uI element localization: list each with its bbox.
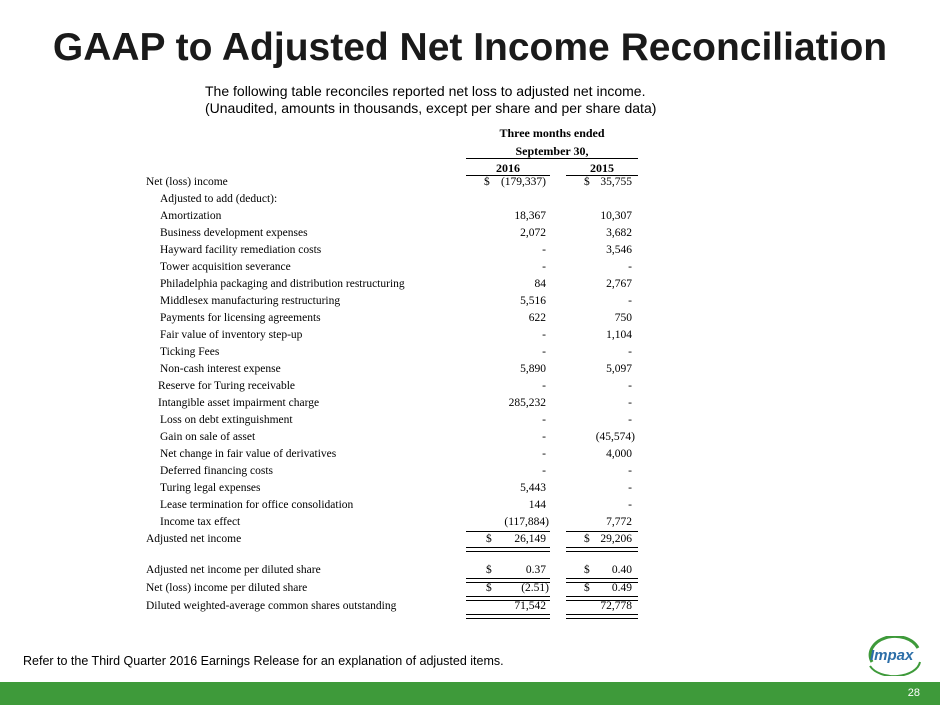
dollar-sign-2015: $ xyxy=(584,564,590,576)
row-label: Turing legal expenses xyxy=(160,482,261,494)
table-row xyxy=(0,482,940,499)
footer-note: Refer to the Third Quarter 2016 Earnings Release for an explanation of adjusted items. xyxy=(23,654,504,668)
value-2015: 750 xyxy=(614,312,632,324)
value-2016: 285,232 xyxy=(508,397,546,409)
value-2016: - xyxy=(542,380,546,392)
header-rule xyxy=(466,158,638,159)
table-row xyxy=(0,295,940,312)
value-2016: 622 xyxy=(528,312,546,324)
logo-text: Impax xyxy=(870,647,914,664)
table-row xyxy=(0,261,940,278)
value-2015: - xyxy=(628,397,632,409)
row-label: Reserve for Turing receivable xyxy=(158,380,296,392)
value-2016: (2.51) xyxy=(521,582,549,594)
slide-title: GAAP to Adjusted Net Income Reconciliation xyxy=(52,26,888,69)
row-label: Middlesex manufacturing restructuring xyxy=(160,295,341,307)
subtotal-rule-2016 xyxy=(466,531,550,532)
page-number: 28 xyxy=(907,687,920,699)
table-row xyxy=(0,210,940,227)
total-double-rule-2016 xyxy=(466,547,550,552)
value-2016: - xyxy=(542,448,546,460)
row-label: Net (loss) income xyxy=(146,176,228,188)
impax-logo xyxy=(862,636,926,676)
value-2016: - xyxy=(542,261,546,273)
footer-bar xyxy=(0,682,940,705)
value-2016: 18,367 xyxy=(514,210,546,222)
row-label: Tower acquisition severance xyxy=(160,261,291,273)
value-2016: - xyxy=(542,465,546,477)
value-2015: 4,000 xyxy=(606,448,632,460)
dollar-sign-2016: $ xyxy=(486,582,492,594)
row-label: Diluted weighted-average common shares outstanding xyxy=(146,600,397,612)
dollar-sign-2015: $ xyxy=(584,582,590,594)
row-label: Payments for licensing agreements xyxy=(160,312,321,324)
value-2015: - xyxy=(628,261,632,273)
row-label: Business development expenses xyxy=(160,227,308,239)
value-2015: - xyxy=(628,465,632,477)
total-double-rule-2015 xyxy=(566,547,638,552)
row-label: Philadelphia packaging and distribution restructuring xyxy=(160,278,405,290)
value-2015: - xyxy=(628,380,632,392)
value-2015: 72,778 xyxy=(600,600,632,612)
row-label: Non-cash interest expense xyxy=(160,363,281,375)
value-2015: - xyxy=(628,295,632,307)
value-2016: 0.37 xyxy=(525,564,546,576)
column-header-2016: 2016 xyxy=(496,161,520,175)
row-label: Gain on sale of asset xyxy=(160,431,256,443)
table-row xyxy=(0,499,940,516)
value-2016: - xyxy=(542,244,546,256)
row-label: Lease termination for office consolidation xyxy=(160,499,354,511)
table-row xyxy=(0,346,940,363)
value-2015: - xyxy=(628,482,632,494)
row-label: Hayward facility remediation costs xyxy=(160,244,322,256)
table-row xyxy=(0,465,940,482)
value-2016: 2,072 xyxy=(520,227,546,239)
value-2015: 2,767 xyxy=(606,278,632,290)
value-2016: 5,516 xyxy=(520,295,546,307)
value-2015: - xyxy=(628,499,632,511)
value-2016: - xyxy=(542,414,546,426)
row-label: Fair value of inventory step-up xyxy=(160,329,303,341)
value-2015: 0.49 xyxy=(611,582,632,594)
value-2016: 5,890 xyxy=(520,363,546,375)
subtitle-line-2: (Unaudited, amounts in thousands, except per share and per share data) xyxy=(205,100,657,116)
period-header-1: Three months ended xyxy=(499,126,605,140)
row-label: Ticking Fees xyxy=(160,346,220,358)
column-header-2015: 2015 xyxy=(590,161,614,175)
row-label: Deferred financing costs xyxy=(160,465,274,477)
row-label: Income tax effect xyxy=(160,516,241,528)
table-row xyxy=(0,380,940,397)
table-row xyxy=(0,363,940,380)
subtitle-line-1: The following table reconciles reported net loss to adjusted net income. xyxy=(205,83,646,99)
value-2015: 35,755 xyxy=(600,176,632,188)
row-label: Loss on debt extinguishment xyxy=(160,414,293,426)
table-row xyxy=(0,193,940,210)
dollar-sign-2016: $ xyxy=(486,533,492,545)
table-row xyxy=(0,329,940,346)
value-2015: 1,104 xyxy=(606,329,632,341)
table-row xyxy=(0,414,940,431)
table-row xyxy=(0,397,940,414)
value-2016: - xyxy=(542,431,546,443)
value-2016: - xyxy=(542,346,546,358)
value-2016: 5,443 xyxy=(520,482,546,494)
value-2015: - xyxy=(628,346,632,358)
value-2016: (117,884) xyxy=(504,516,549,528)
dollar-sign-2015: $ xyxy=(584,176,590,188)
table-row xyxy=(0,227,940,244)
table-row xyxy=(0,448,940,465)
value-2015: (45,574) xyxy=(595,431,635,443)
value-2015: - xyxy=(628,414,632,426)
table-row xyxy=(0,431,940,448)
dollar-sign-2015: $ xyxy=(584,533,590,545)
value-2015: 7,772 xyxy=(606,516,632,528)
dollar-sign-2016: $ xyxy=(484,176,490,188)
row-label: Adjusted net income xyxy=(146,533,242,545)
value-2015: 5,097 xyxy=(606,363,632,375)
value-2016: 144 xyxy=(528,499,546,511)
value-2015: 29,206 xyxy=(600,533,632,545)
value-2015: 3,682 xyxy=(606,227,632,239)
value-2015: 0.40 xyxy=(611,564,632,576)
row-label: Amortization xyxy=(160,210,222,222)
period-header-2: September 30, xyxy=(515,144,589,158)
value-2015: 3,546 xyxy=(606,244,632,256)
value-2016: (179,337) xyxy=(500,176,546,188)
table-row xyxy=(0,312,940,329)
dollar-sign-2016: $ xyxy=(486,564,492,576)
row-label: Adjusted to add (deduct): xyxy=(160,193,278,205)
row-label: Intangible asset impairment charge xyxy=(158,397,320,409)
total-double-rule-2016 xyxy=(466,614,550,619)
table-row xyxy=(0,244,940,261)
value-2016: 26,149 xyxy=(514,533,546,545)
row-label: Adjusted net income per diluted share xyxy=(146,564,321,576)
value-2016: - xyxy=(542,329,546,341)
table-row xyxy=(0,176,940,193)
table-row xyxy=(0,278,940,295)
value-2016: 84 xyxy=(534,278,546,290)
value-2016: 71,542 xyxy=(514,600,546,612)
subtotal-rule-2015 xyxy=(566,531,638,532)
row-label: Net change in fair value of derivatives xyxy=(160,448,337,460)
row-label: Net (loss) income per diluted share xyxy=(146,582,308,594)
total-double-rule-2015 xyxy=(566,614,638,619)
value-2015: 10,307 xyxy=(600,210,632,222)
